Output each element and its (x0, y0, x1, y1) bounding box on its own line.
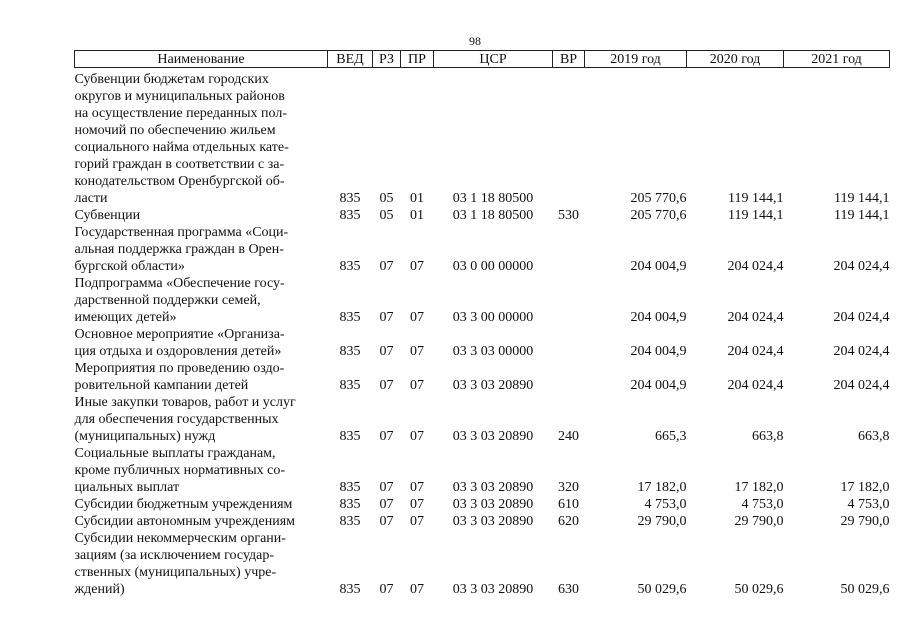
cell-vr: 610 (558, 497, 579, 512)
table-row (75, 513, 890, 530)
cell-rz: 07 (379, 480, 394, 495)
cell-ved: 835 (339, 582, 361, 597)
cell-csr: 03 3 03 20890 (452, 497, 534, 512)
table-row (75, 207, 890, 224)
cell-vr (553, 224, 585, 275)
header-pr: ПР (401, 51, 434, 68)
cell-pr: 07 (410, 344, 424, 359)
cell-2021: 4 753,0 (847, 497, 890, 512)
cell-pr: 07 (410, 480, 424, 495)
name-line: конодательством Оренбургской об- (74, 174, 285, 189)
header-2020: 2020 год (687, 51, 784, 68)
cell-pr: 07 (410, 259, 424, 274)
table-row (75, 445, 890, 496)
name-line: Субсидии некоммерческим органи- (74, 531, 286, 546)
table-header-row (75, 51, 890, 68)
name-line: округов и муниципальных районов (74, 89, 285, 104)
cell-pr: 07 (410, 310, 424, 325)
cell-2021: 17 182,0 (840, 480, 890, 495)
cell-2021: 119 144,1 (834, 208, 890, 223)
cell-2020: 663,8 (752, 429, 784, 444)
cell-ved: 835 (339, 378, 361, 393)
table-row (75, 68, 890, 208)
cell-2019: 665,3 (655, 429, 687, 444)
cell-2020: 204 024,4 (727, 378, 784, 393)
header-2021: 2021 год (784, 51, 890, 68)
name-line: кроме публичных нормативных со- (74, 463, 285, 478)
cell-vr: 240 (558, 429, 579, 444)
name-line: горий граждан в соответствии с за- (74, 157, 285, 172)
table-row (75, 224, 890, 275)
cell-2019: 4 753,0 (644, 497, 687, 512)
cell-ved: 835 (339, 208, 361, 223)
cell-csr: 03 0 00 00000 (452, 259, 534, 274)
cell-2020: 119 144,1 (728, 191, 784, 206)
cell-ved: 835 (339, 191, 361, 206)
cell-2020: 50 029,6 (734, 582, 784, 597)
name-line: Подпрограмма «Обеспечение госу- (74, 276, 285, 291)
name-line: Государственная программа «Соци- (74, 225, 289, 240)
cell-name (75, 445, 328, 496)
name-line: ждений) (74, 582, 125, 597)
table-body (75, 68, 890, 599)
cell-2020: 29 790,0 (734, 514, 784, 529)
cell-name (75, 207, 328, 224)
name-line: Основное мероприятие «Организа- (74, 327, 285, 342)
cell-csr: 03 1 18 80500 (452, 208, 534, 223)
name-line: ция отдыха и оздоровления детей» (74, 344, 282, 359)
cell-name (75, 326, 328, 360)
cell-name (75, 68, 328, 208)
cell-csr: 03 3 03 20890 (452, 582, 534, 597)
cell-csr: 03 3 00 00000 (452, 310, 534, 325)
cell-2019: 204 004,9 (630, 378, 687, 393)
cell-vr (553, 68, 585, 208)
cell-csr: 03 1 18 80500 (452, 191, 534, 206)
name-line: Субсидии автономным учреждениям (74, 514, 296, 529)
cell-ved: 835 (339, 480, 361, 495)
cell-vr (553, 360, 585, 394)
cell-2021: 204 024,4 (833, 259, 890, 274)
name-line: имеющих детей» (74, 310, 177, 325)
cell-vr: 620 (558, 514, 579, 529)
name-line: ласти (74, 191, 108, 206)
cell-ved: 835 (339, 344, 361, 359)
cell-rz: 07 (379, 378, 394, 393)
cell-pr: 07 (410, 378, 424, 393)
cell-pr: 07 (410, 582, 424, 597)
name-line: (муниципальных) нужд (74, 429, 216, 444)
table-row (75, 360, 890, 394)
cell-vr: 530 (558, 208, 579, 223)
cell-2019: 29 790,0 (637, 514, 687, 529)
table-row (75, 530, 890, 598)
cell-vr (553, 275, 585, 326)
header-csr: ЦСР (434, 51, 553, 68)
cell-ved: 835 (339, 259, 361, 274)
cell-2019: 204 004,9 (630, 344, 687, 359)
cell-2021: 204 024,4 (833, 310, 890, 325)
name-line: бургской области» (74, 259, 185, 274)
cell-rz: 05 (379, 191, 394, 206)
cell-pr: 07 (410, 514, 424, 529)
page-number: 98 (469, 34, 481, 48)
cell-pr: 01 (410, 208, 424, 223)
header-ved: ВЕД (328, 51, 373, 68)
name-line: дарственной поддержки семей, (74, 293, 261, 308)
cell-name (75, 513, 328, 530)
cell-name (75, 360, 328, 394)
header-name: Наименование (75, 51, 328, 68)
cell-2019: 204 004,9 (630, 310, 687, 325)
cell-rz: 07 (379, 582, 394, 597)
name-line: Субвенции (74, 208, 141, 223)
cell-2020: 17 182,0 (734, 480, 784, 495)
cell-vr: 320 (558, 480, 579, 495)
cell-name (75, 496, 328, 513)
name-line: Социальные выплаты гражданам, (74, 446, 276, 461)
cell-2020: 204 024,4 (727, 344, 784, 359)
cell-ved: 835 (339, 497, 361, 512)
name-line: циальных выплат (74, 480, 180, 495)
cell-rz: 05 (379, 208, 394, 223)
cell-2021: 119 144,1 (834, 191, 890, 206)
cell-csr: 03 3 03 20890 (452, 429, 534, 444)
cell-vr (553, 326, 585, 360)
cell-ved: 835 (339, 429, 361, 444)
cell-name (75, 275, 328, 326)
name-line: на осуществление переданных пол- (74, 106, 288, 121)
cell-csr: 03 3 03 20890 (452, 514, 534, 529)
header-2019: 2019 год (585, 51, 687, 68)
cell-csr: 03 3 03 20890 (452, 378, 534, 393)
cell-2019: 205 770,6 (630, 191, 687, 206)
cell-2021: 204 024,4 (833, 344, 890, 359)
name-line: номочий по обеспечению жильем (74, 123, 276, 138)
cell-2021: 50 029,6 (840, 582, 890, 597)
cell-2020: 204 024,4 (727, 259, 784, 274)
cell-pr: 07 (410, 497, 424, 512)
cell-rz: 07 (379, 429, 394, 444)
budget-table (74, 50, 890, 598)
header-vr: ВР (553, 51, 585, 68)
cell-name (75, 224, 328, 275)
cell-name (75, 394, 328, 445)
cell-vr: 630 (558, 582, 579, 597)
name-line: Иные закупки товаров, работ и услуг (74, 395, 296, 410)
cell-2019: 17 182,0 (637, 480, 687, 495)
cell-2021: 663,8 (858, 429, 890, 444)
name-line: Субсидии бюджетным учреждениям (74, 497, 293, 512)
name-line: Мероприятия по проведению оздо- (74, 361, 285, 376)
header-rz: РЗ (373, 51, 401, 68)
name-line: зациям (за исключением государ- (74, 548, 275, 563)
cell-2020: 4 753,0 (741, 497, 784, 512)
cell-2020: 204 024,4 (727, 310, 784, 325)
cell-rz: 07 (379, 514, 394, 529)
cell-ved: 835 (339, 310, 361, 325)
cell-rz: 07 (379, 344, 394, 359)
cell-csr: 03 3 03 00000 (452, 344, 534, 359)
cell-name (75, 530, 328, 598)
table-row (75, 326, 890, 360)
cell-2019: 204 004,9 (630, 259, 687, 274)
table-row (75, 394, 890, 445)
cell-rz: 07 (379, 259, 394, 274)
cell-pr: 07 (410, 429, 424, 444)
name-line: ровительной кампании детей (74, 378, 249, 393)
cell-ved: 835 (339, 514, 361, 529)
cell-2019: 50 029,6 (637, 582, 687, 597)
cell-rz: 07 (379, 310, 394, 325)
name-line: альная поддержка граждан в Орен- (74, 242, 284, 257)
cell-pr: 01 (410, 191, 424, 206)
cell-csr: 03 3 03 20890 (452, 480, 534, 495)
name-line: для обеспечения государственных (74, 412, 279, 427)
name-line: социального найма отдельных кате- (74, 140, 289, 155)
cell-2021: 29 790,0 (840, 514, 890, 529)
name-line: ственных (муниципальных) учре- (74, 565, 277, 580)
name-line: Субвенции бюджетам городских (74, 72, 269, 87)
cell-rz: 07 (379, 497, 394, 512)
table-row (75, 275, 890, 326)
cell-2020: 119 144,1 (728, 208, 784, 223)
table-row (75, 496, 890, 513)
cell-2019: 205 770,6 (630, 208, 687, 223)
cell-2021: 204 024,4 (833, 378, 890, 393)
